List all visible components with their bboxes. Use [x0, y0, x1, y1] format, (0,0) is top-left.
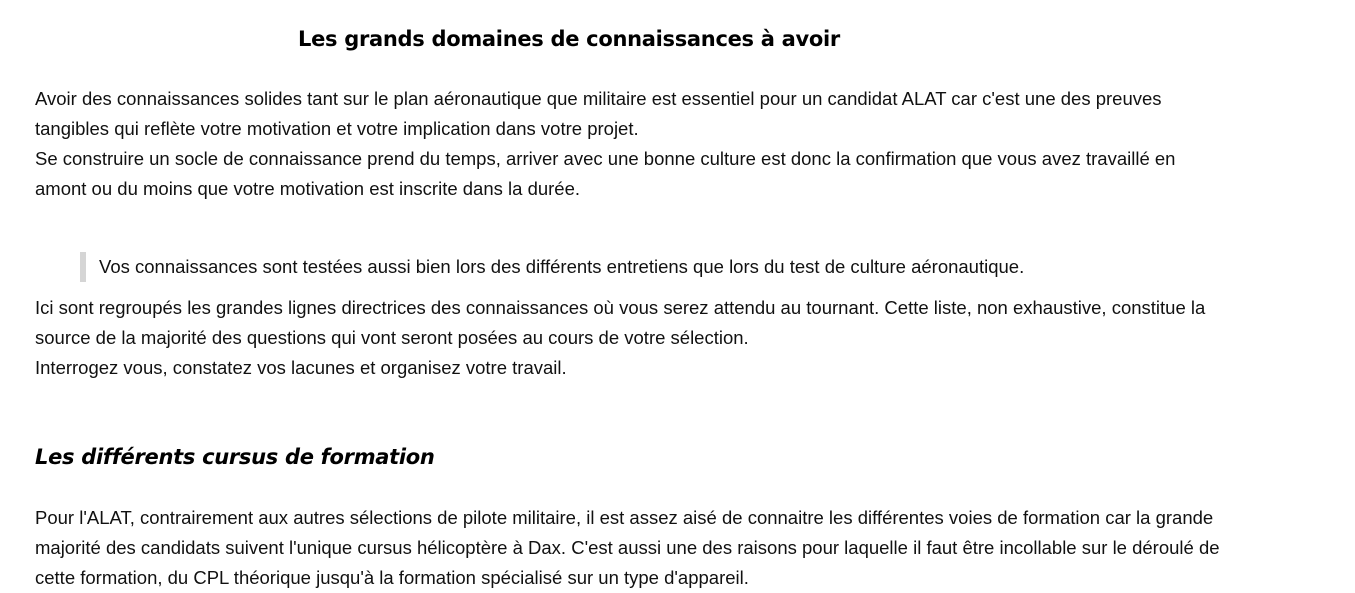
section-line: majorité des candidats suivent l'unique cursus hélicoptère à Dax. C'est aussi une des raisons pour laquelle il faut être incollable sur le déroulé de	[35, 537, 1220, 558]
section-paragraph	[35, 503, 1315, 593]
summary-line: Interrogez vous, constatez vos lacunes et organisez votre travail.	[35, 357, 567, 378]
section-line: Pour l'ALAT, contrairement aux autres sélections de pilote militaire, il est assez aisé de connaitre les différentes voies de formation car la grande	[35, 507, 1214, 528]
intro-line: Avoir des connaissances solides tant sur le plan aéronautique que militaire est essentiel pour un candidat ALAT car c'est une des preuves	[35, 88, 1162, 109]
intro-line: amont ou du moins que votre motivation est inscrite dans la durée.	[35, 178, 581, 199]
summary-line: Ici sont regroupés les grandes lignes directrices des connaissances où vous serez attendu au tournant. Cette liste, non exhaustive, constitue la	[35, 297, 1206, 318]
intro-paragraph	[35, 84, 1315, 204]
summary-paragraph	[35, 293, 1315, 383]
section-line: cette formation, du CPL théorique jusqu'à la formation spécialisé sur un type d'appareil.	[35, 567, 749, 588]
summary-line: source de la majorité des questions qui vont seront posées au cours de votre sélection.	[35, 327, 749, 348]
section-heading: Les différents cursus de formation	[35, 445, 435, 469]
intro-line: tangibles qui reflète votre motivation et votre implication dans votre projet.	[35, 118, 639, 139]
blockquote: Vos connaissances sont testées aussi bien lors des différents entretiens que lors du test de culture aéronautique.	[80, 252, 1024, 282]
intro-line: Se construire un socle de connaissance prend du temps, arriver avec une bonne culture est donc la confirmation que vous avez travaillé en	[35, 148, 1176, 169]
page-title: Les grands domaines de connaissances à avoir	[298, 27, 840, 51]
